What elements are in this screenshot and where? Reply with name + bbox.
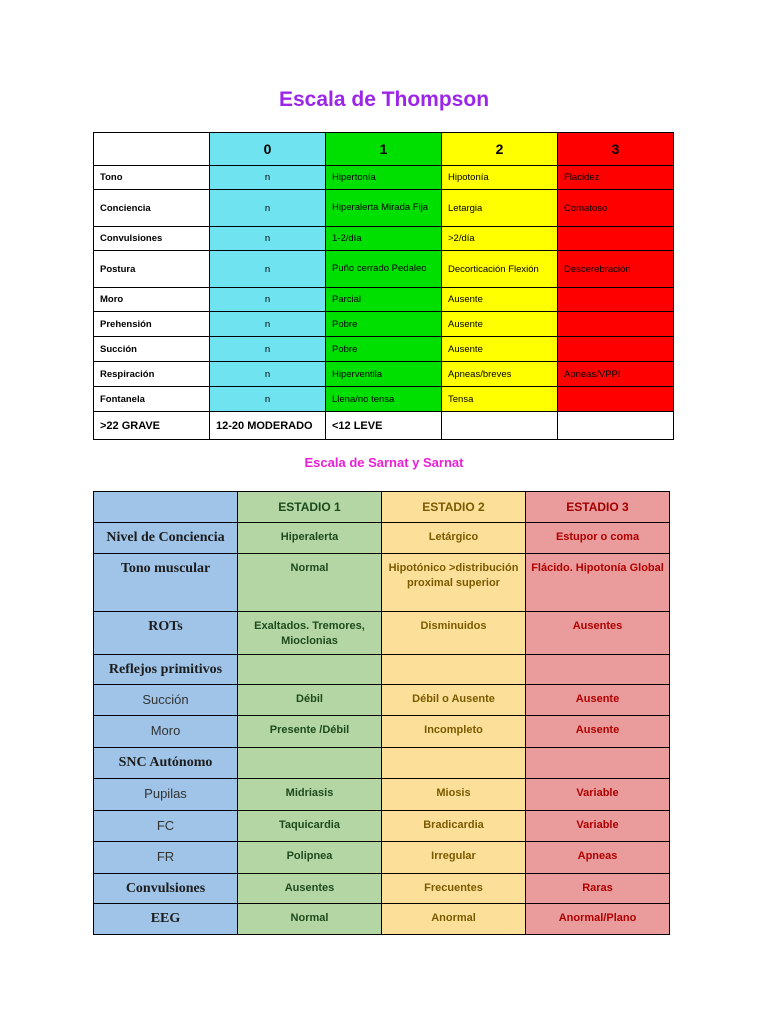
thompson-row-label: Moro: [94, 288, 210, 312]
score-3-cell: [558, 312, 674, 337]
score-2-cell: Decorticación Flexión: [442, 251, 558, 288]
stage-2-cell: Incompleto: [382, 716, 526, 748]
score-1-cell: Hiperventila: [326, 362, 442, 387]
sarnat-row-label: Pupilas: [94, 779, 238, 811]
thompson-row: [94, 337, 674, 362]
score-1-cell: Hipertonía: [326, 166, 442, 190]
sarnat-row: [94, 685, 670, 716]
stage-1-cell: Polipnea: [238, 842, 382, 874]
sarnat-row-label: SNC Autónomo: [94, 748, 238, 779]
score-2-cell: Ausente: [442, 288, 558, 312]
score-0-cell: n: [210, 337, 326, 362]
score-2-cell: Ausente: [442, 337, 558, 362]
thompson-row-label: Respiración: [94, 362, 210, 387]
stage-1-cell: [238, 655, 382, 685]
sarnat-header-blank: [94, 492, 238, 523]
stage-2-cell: Bradicardia: [382, 811, 526, 842]
sarnat-row: [94, 716, 670, 748]
stage-3-cell: Raras: [526, 874, 670, 904]
sarnat-row: [94, 554, 670, 612]
stage-header-3: ESTADIO 3: [526, 492, 670, 523]
sarnat-row: [94, 655, 670, 685]
stage-2-cell: Frecuentes: [382, 874, 526, 904]
sarnat-header-row: [94, 492, 670, 523]
score-3-cell: [558, 227, 674, 251]
sarnat-table: [93, 491, 670, 935]
thompson-row-label: Fontanela: [94, 387, 210, 412]
thompson-row-label: Succión: [94, 337, 210, 362]
score-header-0: 0: [210, 133, 326, 166]
stage-header-2: ESTADIO 2: [382, 492, 526, 523]
thompson-row-label: Conciencia: [94, 190, 210, 227]
stage-1-cell: Taquicardia: [238, 811, 382, 842]
sarnat-row-label: Moro: [94, 716, 238, 748]
stage-3-cell: Apneas: [526, 842, 670, 874]
score-0-cell: n: [210, 312, 326, 337]
stage-1-cell: Normal: [238, 554, 382, 612]
score-0-cell: n: [210, 227, 326, 251]
score-3-cell: [558, 288, 674, 312]
score-3-cell: Descerebración: [558, 251, 674, 288]
stage-header-1: ESTADIO 1: [238, 492, 382, 523]
thompson-footer-row: [94, 412, 674, 440]
severity-moderado: 12-20 MODERADO: [210, 412, 326, 440]
score-0-cell: n: [210, 288, 326, 312]
stage-2-cell: [382, 655, 526, 685]
stage-1-cell: Ausentes: [238, 874, 382, 904]
thompson-row: [94, 387, 674, 412]
stage-2-cell: Letárgico: [382, 523, 526, 554]
score-1-cell: Puño cerrado Pedaleo: [326, 251, 442, 288]
sarnat-row-label: Tono muscular: [94, 554, 238, 612]
score-2-cell: Hipotonía: [442, 166, 558, 190]
score-2-cell: Apneas/breves: [442, 362, 558, 387]
stage-2-cell: Irregular: [382, 842, 526, 874]
stage-3-cell: Ausente: [526, 685, 670, 716]
score-1-cell: Llena/no tensa: [326, 387, 442, 412]
score-3-cell: [558, 337, 674, 362]
score-header-2: 2: [442, 133, 558, 166]
stage-3-cell: Variable: [526, 779, 670, 811]
score-2-cell: Ausente: [442, 312, 558, 337]
stage-2-cell: [382, 748, 526, 779]
stage-3-cell: Ausente: [526, 716, 670, 748]
thompson-row: [94, 362, 674, 387]
score-header-1: 1: [326, 133, 442, 166]
stage-1-cell: Normal: [238, 904, 382, 935]
stage-3-cell: Flácido. Hipotonía Global: [526, 554, 670, 612]
stage-1-cell: Hiperalerta: [238, 523, 382, 554]
score-1-cell: Parcial: [326, 288, 442, 312]
score-1-cell: Hiperalerta Mirada Fija: [326, 190, 442, 227]
thompson-table: [93, 132, 674, 440]
sarnat-row-label: Convulsiones: [94, 874, 238, 904]
score-1-cell: 1-2/día: [326, 227, 442, 251]
stage-1-cell: Presente /Débil: [238, 716, 382, 748]
stage-3-cell: Variable: [526, 811, 670, 842]
score-0-cell: n: [210, 190, 326, 227]
score-0-cell: n: [210, 362, 326, 387]
score-3-cell: [558, 387, 674, 412]
score-0-cell: n: [210, 387, 326, 412]
score-2-cell: >2/día: [442, 227, 558, 251]
thompson-row: [94, 190, 674, 227]
score-1-cell: Pobre: [326, 312, 442, 337]
score-3-cell: Flacidez: [558, 166, 674, 190]
sarnat-row: [94, 842, 670, 874]
score-2-cell: Tensa: [442, 387, 558, 412]
sarnat-row: [94, 779, 670, 811]
stage-1-cell: [238, 748, 382, 779]
stage-2-cell: Débil o Ausente: [382, 685, 526, 716]
stage-2-cell: Hipotónico >distribución proximal superior: [382, 554, 526, 612]
sarnat-row-label: EEG: [94, 904, 238, 935]
stage-3-cell: [526, 748, 670, 779]
sarnat-row-label: ROTs: [94, 612, 238, 655]
stage-3-cell: Ausentes: [526, 612, 670, 655]
score-1-cell: Pobre: [326, 337, 442, 362]
sarnat-row-label: Reflejos primitivos: [94, 655, 238, 685]
thompson-row: [94, 227, 674, 251]
stage-2-cell: Anormal: [382, 904, 526, 935]
stage-3-cell: Anormal/Plano: [526, 904, 670, 935]
stage-2-cell: Miosis: [382, 779, 526, 811]
stage-3-cell: Estupor o coma: [526, 523, 670, 554]
sarnat-row-label: Nivel de Conciencia: [94, 523, 238, 554]
score-3-cell: Comatoso: [558, 190, 674, 227]
sarnat-title: Escala de Sarnat y Sarnat: [304, 455, 464, 470]
score-0-cell: n: [210, 251, 326, 288]
footer-blank-cell: [558, 412, 674, 440]
thompson-row-label: Convulsiones: [94, 227, 210, 251]
thompson-row-label: Tono: [94, 166, 210, 190]
thompson-row-label: Postura: [94, 251, 210, 288]
thompson-header-blank: [94, 133, 210, 166]
score-2-cell: Letargia: [442, 190, 558, 227]
sarnat-row: [94, 523, 670, 554]
stage-3-cell: [526, 655, 670, 685]
sarnat-row: [94, 904, 670, 935]
thompson-row-label: Prehensión: [94, 312, 210, 337]
thompson-row: [94, 288, 674, 312]
severity-grave: >22 GRAVE: [94, 412, 210, 440]
thompson-title: Escala de Thompson: [278, 88, 490, 111]
score-3-cell: Apneas/VPPI: [558, 362, 674, 387]
footer-blank-cell: [442, 412, 558, 440]
thompson-header-row: [94, 133, 674, 166]
stage-1-cell: Midriasis: [238, 779, 382, 811]
thompson-row: [94, 166, 674, 190]
sarnat-row: [94, 612, 670, 655]
sarnat-row-label: Succión: [94, 685, 238, 716]
thompson-row: [94, 312, 674, 337]
stage-1-cell: Débil: [238, 685, 382, 716]
severity-leve: <12 LEVE: [326, 412, 442, 440]
sarnat-row: [94, 811, 670, 842]
sarnat-row-label: FC: [94, 811, 238, 842]
sarnat-row-label: FR: [94, 842, 238, 874]
stage-1-cell: Exaltados. Tremores, Mioclonias: [238, 612, 382, 655]
thompson-row: [94, 251, 674, 288]
sarnat-row: [94, 874, 670, 904]
score-0-cell: n: [210, 166, 326, 190]
sarnat-row: [94, 748, 670, 779]
stage-2-cell: Disminuidos: [382, 612, 526, 655]
score-header-3: 3: [558, 133, 674, 166]
